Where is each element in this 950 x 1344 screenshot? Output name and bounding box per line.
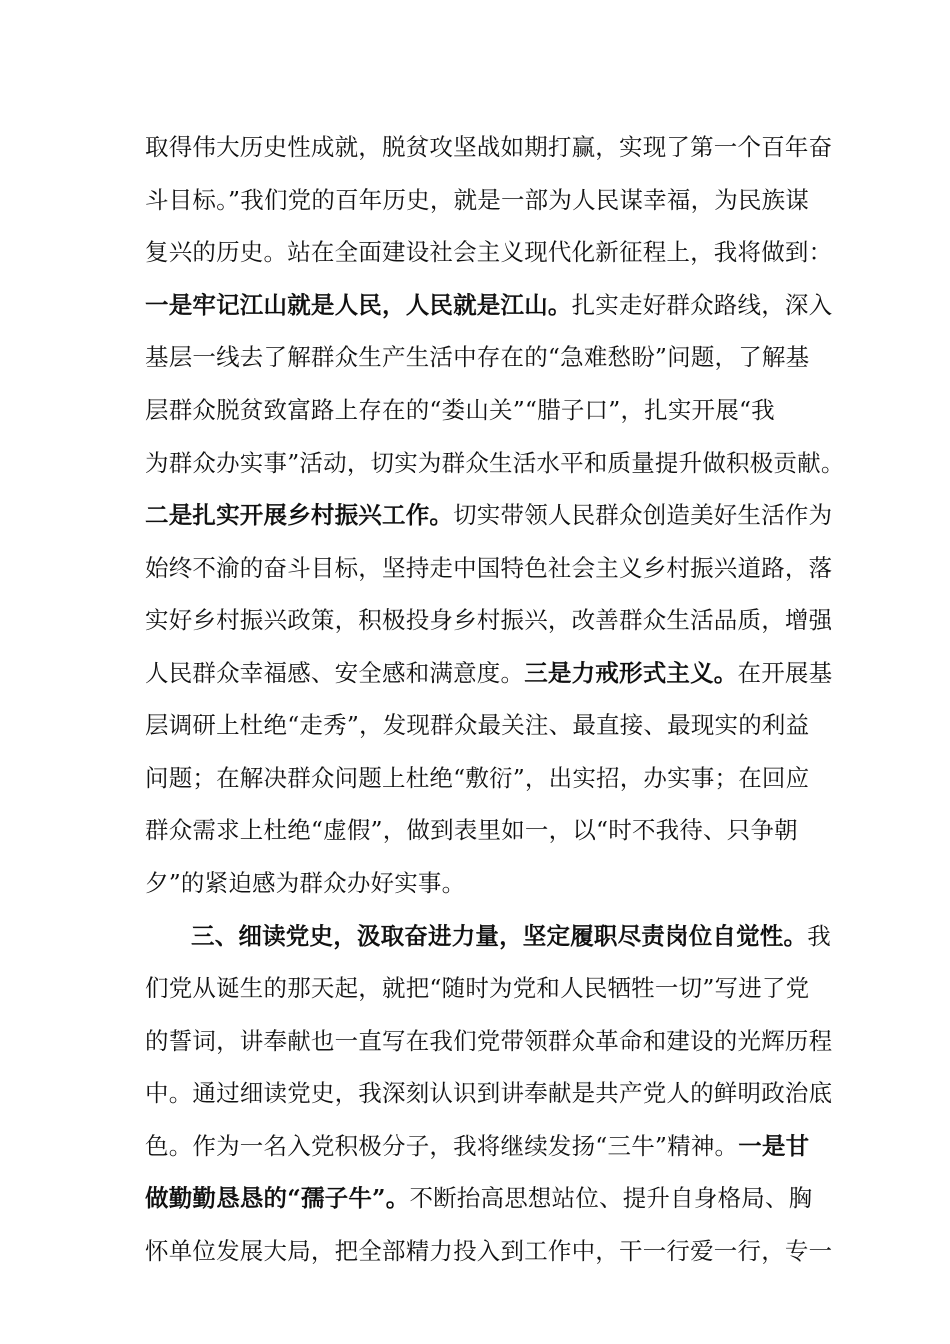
bold-heading-run: 一是甘: [738, 1132, 810, 1160]
text-line: [145, 127, 833, 167]
text-run: 夕”的紧迫感为群众办好实事。: [145, 869, 466, 897]
text-line: [145, 600, 833, 640]
text-run: 不断抬高思想站位、提升自身格局、胸: [409, 1184, 813, 1212]
text-line: [145, 337, 825, 377]
text-line: [145, 653, 833, 693]
text-run: 怀单位发展大局，把全部精力投入到工作中，干一行爱一行，专一: [145, 1237, 833, 1265]
text-line: [145, 705, 825, 745]
bold-heading-run: 三是力戒形式主义。: [524, 659, 738, 687]
text-run: 色。作为一名入党积极分子，我将继续发扬“三牛”精神。: [145, 1132, 739, 1160]
text-run: 人民群众幸福感、安全感和满意度。: [145, 659, 525, 687]
text-run: 为群众办实事”活动，切实为群众生活水平和质量提升做积极贡献。: [145, 449, 845, 477]
text-run: 基层一线去了解群众生产生活中存在的“急难愁盼”问题，了解基: [145, 343, 810, 371]
text-line: [145, 443, 845, 483]
text-run: 问题；在解决群众问题上杜绝“敷衍”，出实招，办实事；在回应: [145, 764, 810, 792]
text-line: [145, 1021, 833, 1061]
text-line: [145, 863, 825, 903]
text-run: 在开展基: [737, 659, 833, 687]
text-line: [145, 1231, 833, 1271]
bold-heading-run: 一是牢记江山就是人民，人民就是江山。: [145, 291, 572, 319]
section-heading: 三、细读党史，汲取奋进力量，坚定履职尽责岗位自觉性。: [191, 922, 808, 950]
text-run: 中。通过细读党史，我深刻认识到讲奉献是共产党人的鲜明政治底: [145, 1079, 833, 1107]
text-run: 的誓词，讲奉献也一直写在我们党带领群众革命和建设的光辉历程: [145, 1027, 833, 1055]
text-line: [145, 1126, 825, 1166]
text-run: 们党从诞生的那天起，就把“随时为党和人民牺牲一切”写进了党: [145, 974, 810, 1002]
text-run: 我: [807, 922, 831, 950]
text-line: [145, 285, 833, 325]
text-run: 始终不渝的奋斗目标，坚持走中国特色社会主义乡村振兴道路，落: [145, 554, 833, 582]
text-line: [145, 1073, 833, 1113]
text-line: [145, 548, 833, 588]
text-run: 斗目标。”我们党的百年历史，就是一部为人民谋幸福，为民族谋: [145, 186, 810, 214]
text-run: 取得伟大历史性成就，脱贫攻坚战如期打赢，实现了第一个百年奋: [145, 133, 833, 161]
text-line: [145, 232, 833, 272]
bold-heading-run: 做勤勤恳恳的“孺子牛”。: [145, 1184, 410, 1212]
text-run: 扎实走好群众路线，深入: [571, 291, 833, 319]
text-run: 层调研上杜绝“走秀”，发现群众最关注、最直接、最现实的利益: [145, 711, 810, 739]
text-run: 切实带领人民群众创造美好生活作为: [453, 501, 833, 529]
text-line: [145, 968, 825, 1008]
text-line: [145, 758, 825, 798]
text-run: 群众需求上杜绝“虚假”，做到表里如一，以“时不我待、只争朝: [145, 816, 798, 844]
text-line: [145, 1178, 825, 1218]
text-run: 实好乡村振兴政策，积极投身乡村振兴，改善群众生活品质，增强: [145, 606, 833, 634]
bold-heading-run: 二是扎实开展乡村振兴工作。: [145, 501, 454, 529]
text-run: 层群众脱贫致富路上存在的“娄山关”“腊子口”，扎实开展“我: [145, 396, 775, 424]
text-line: [145, 180, 825, 220]
text-line: [145, 810, 825, 850]
text-run: 复兴的历史。站在全面建设社会主义现代化新征程上，我将做到：: [145, 238, 833, 266]
text-line: [145, 390, 825, 430]
section-heading-line: [191, 916, 871, 956]
text-line: [145, 495, 833, 535]
